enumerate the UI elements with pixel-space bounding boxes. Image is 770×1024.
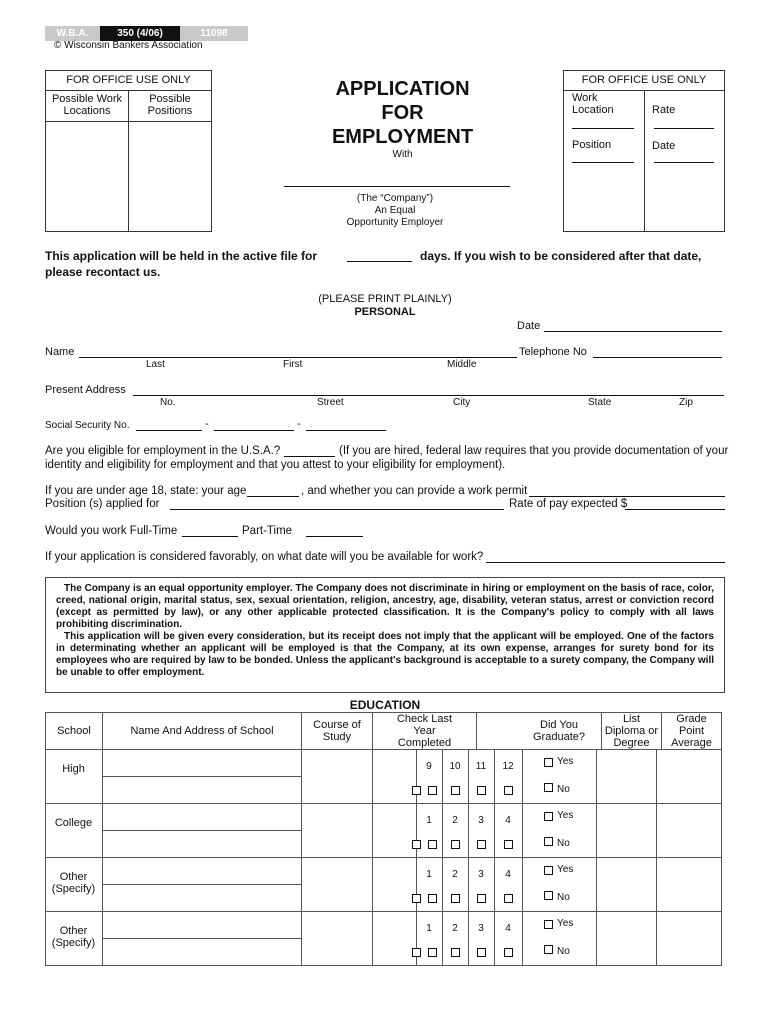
edu-year-checkbox[interactable] — [477, 948, 486, 957]
city-caption: City — [453, 397, 471, 408]
edu-graduate-yes-label: Yes — [557, 810, 574, 821]
print-plainly: (PLEASE PRINT PLAINLY) — [318, 293, 452, 305]
col-school: School — [46, 713, 103, 750]
edu-year-checkbox[interactable] — [504, 840, 513, 849]
parttime-label: Part-Time — [242, 525, 293, 537]
edu-year-label: 9 — [426, 761, 432, 772]
work-permit-field[interactable] — [529, 496, 725, 497]
edu-course-field[interactable] — [302, 804, 371, 856]
edu-address-field[interactable] — [103, 777, 300, 802]
name-field[interactable] — [79, 357, 517, 358]
edu-year-checkbox[interactable] — [451, 894, 460, 903]
edu-year-checkbox[interactable] — [428, 786, 437, 795]
first-caption: First — [283, 359, 303, 370]
title-line2: FOR — [381, 102, 424, 124]
company-name-field[interactable] — [284, 186, 510, 187]
notice-paragraph-2: This application will be given every consideration, but its receipt does not imply that the applicant will be employed. One of the factors in determinating whether an applicant will be employed is that the Company, at its own expense, arranges for surety bond for its employees who are required by law to be bonded. Unless the applicant's background is acceptable to a surety company, the Company will be unable to offer employment. — [56, 631, 714, 678]
edu-year-label: 4 — [505, 923, 511, 934]
edu-year-label: 3 — [478, 869, 484, 880]
possible-positions: Possible Positions — [147, 93, 193, 117]
position-applied-field[interactable] — [170, 509, 504, 510]
notice-paragraph-1: The Company is an equal opportunity employer. The Company does not discriminate in hiring or employment on the basis of race, color, creed, national origin, marital status, sex, sexual orientation, religion, ancestry, age, disability, veteran status, arrest or conviction record (except as permitted by law), or any other applicable protected classification. It is the Company's policy to comply with all laws prohibiting discrimination. — [56, 583, 714, 630]
date-label: Date — [652, 140, 676, 152]
edu-address-field[interactable] — [103, 939, 300, 964]
date-field[interactable] — [544, 331, 722, 332]
edu-year-checkbox[interactable] — [412, 948, 421, 957]
edu-diploma-field[interactable] — [597, 858, 655, 910]
edu-year-checkbox[interactable] — [451, 840, 460, 849]
age-field[interactable] — [247, 496, 299, 497]
edu-gpa-field[interactable] — [657, 912, 720, 964]
education-heading: EDUCATION — [349, 698, 421, 712]
edu-graduate-yes-checkbox[interactable] — [544, 758, 553, 767]
intro-text-3: please recontact us. — [45, 265, 161, 279]
edu-year-label: 2 — [452, 869, 458, 880]
col-gpa: Grade Point Average — [662, 713, 722, 750]
edu-graduate-yes-label: Yes — [557, 864, 574, 875]
rate-pay-field[interactable] — [625, 509, 725, 510]
edu-year-label: 2 — [452, 923, 458, 934]
col-check-year: Check Last Year Completed — [373, 713, 477, 750]
rate-label: Rate — [652, 104, 676, 116]
street-caption: Street — [317, 397, 344, 408]
available-date-field[interactable] — [486, 562, 725, 563]
edu-year-checkbox[interactable] — [412, 786, 421, 795]
office-use-right — [563, 70, 725, 232]
edu-graduate-yes-checkbox[interactable] — [544, 920, 553, 929]
edu-diploma-field[interactable] — [597, 750, 655, 802]
edu-year-label: 3 — [478, 923, 484, 934]
edu-diploma-field[interactable] — [597, 804, 655, 856]
edu-graduate-yes-label: Yes — [557, 756, 574, 767]
edu-graduate-no-label: No — [557, 838, 570, 849]
edu-school-label: High — [62, 763, 85, 775]
copyright: © Wisconsin Bankers Association — [54, 40, 203, 51]
last-caption: Last — [146, 359, 165, 370]
edu-year-label: 3 — [478, 815, 484, 826]
edu-graduate-no-label: No — [557, 892, 570, 903]
edu-year-checkbox[interactable] — [428, 840, 437, 849]
edu-year-checkbox[interactable] — [504, 786, 513, 795]
work-location-label: Work Location — [572, 92, 614, 116]
edu-gpa-field[interactable] — [657, 804, 720, 856]
edu-course-field[interactable] — [302, 858, 371, 910]
form-id: 11098 — [180, 26, 248, 41]
address-field[interactable] — [133, 395, 724, 396]
col-graduate: Did You Graduate? — [477, 713, 602, 750]
possible-work-locations: Possible Work Locations — [51, 93, 123, 117]
intro-text-2: days. If you wish to be considered after that date, — [420, 249, 702, 263]
edu-graduate-yes-checkbox[interactable] — [544, 866, 553, 875]
telephone-label: Telephone No — [519, 346, 587, 358]
no-caption: No. — [160, 397, 176, 408]
edu-graduate-yes-label: Yes — [557, 918, 574, 929]
ssn-field-1[interactable] — [136, 430, 202, 431]
ssn-field-2[interactable] — [214, 430, 294, 431]
eligible-note-1: (If you are hired, federal law requires that you provide documentation of your — [339, 445, 729, 457]
fulltime-field[interactable] — [182, 536, 238, 537]
col-course: Course of Study — [302, 713, 373, 750]
form-title — [290, 77, 515, 149]
edu-year-checkbox[interactable] — [412, 894, 421, 903]
edu-year-label: 11 — [475, 761, 487, 772]
position-label: Position — [572, 139, 612, 151]
eligible-field[interactable] — [284, 456, 335, 457]
edu-gpa-field[interactable] — [657, 750, 720, 802]
title-line1: APPLICATION — [335, 78, 470, 100]
eligible-question: Are you eligible for employment in the U.S.A.? — [45, 445, 281, 457]
address-label: Present Address — [45, 384, 126, 396]
edu-name-field[interactable] — [103, 912, 300, 937]
eeo-notice — [45, 577, 725, 693]
edu-graduate-no-label: No — [557, 784, 570, 795]
edu-year-checkbox[interactable] — [451, 948, 460, 957]
edu-gpa-field[interactable] — [657, 858, 720, 910]
edu-year-label: 4 — [505, 869, 511, 880]
age-text-1: If you are under age 18, state: your age — [45, 485, 247, 497]
edu-year-checkbox[interactable] — [477, 894, 486, 903]
edu-year-label: 2 — [452, 815, 458, 826]
edu-year-checkbox[interactable] — [504, 948, 513, 957]
edu-year-label: 1 — [426, 923, 432, 934]
edu-graduate-no-checkbox[interactable] — [544, 891, 553, 900]
date-label-personal: Date — [517, 320, 541, 332]
zip-caption: Zip — [679, 397, 693, 408]
edu-year-checkbox[interactable] — [412, 840, 421, 849]
edu-graduate-no-checkbox[interactable] — [544, 945, 553, 954]
edu-year-checkbox[interactable] — [428, 948, 437, 957]
edu-year-checkbox[interactable] — [477, 840, 486, 849]
edu-year-label: 10 — [449, 761, 461, 772]
ssn-label: Social Security No. — [45, 420, 130, 431]
days-field[interactable] — [347, 261, 412, 262]
ssn-dash-2: - — [297, 418, 301, 430]
edu-name-field[interactable] — [103, 858, 300, 883]
fulltime-label: Would you work Full-Time — [45, 525, 178, 537]
edu-year-checkbox[interactable] — [477, 786, 486, 795]
intro-text-1: This application will be held in the active file for — [45, 249, 318, 263]
edu-address-field[interactable] — [103, 885, 300, 910]
edu-school-label: Other (Specify) — [51, 871, 96, 895]
edu-graduate-no-label: No — [557, 946, 570, 957]
edu-year-label: 1 — [426, 869, 432, 880]
edu-name-field[interactable] — [103, 750, 300, 775]
available-question: If your application is considered favorably, on what date will you be available for work? — [45, 551, 484, 563]
edu-course-field[interactable] — [302, 750, 371, 802]
edu-year-label: 1 — [426, 815, 432, 826]
title-with: With — [392, 149, 413, 160]
edu-course-field[interactable] — [302, 912, 371, 964]
edu-name-field[interactable] — [103, 804, 300, 829]
edu-year-label: 12 — [502, 761, 514, 772]
eligible-note-2: identity and eligibility for employment and that you attest to your eligibility for employment). — [45, 459, 506, 471]
office-use-left — [45, 70, 212, 232]
edu-graduate-no-checkbox[interactable] — [544, 783, 553, 792]
office-left-heading: FOR OFFICE USE ONLY — [66, 74, 191, 86]
title-line3: EMPLOYMENT — [331, 126, 474, 148]
office-right-heading: FOR OFFICE USE ONLY — [581, 74, 707, 86]
edu-school-label: College — [54, 817, 93, 829]
edu-year-checkbox[interactable] — [451, 786, 460, 795]
ssn-dash-1: - — [205, 418, 209, 430]
parttime-field[interactable] — [306, 536, 363, 537]
edu-school-label: Other (Specify) — [51, 925, 96, 949]
edu-graduate-yes-checkbox[interactable] — [544, 812, 553, 821]
edu-address-field[interactable] — [103, 831, 300, 856]
middle-caption: Middle — [447, 359, 477, 370]
edu-year-checkbox[interactable] — [428, 894, 437, 903]
telephone-field[interactable] — [593, 357, 722, 358]
ssn-field-3[interactable] — [306, 430, 386, 431]
edu-graduate-no-checkbox[interactable] — [544, 837, 553, 846]
company-caption: (The “Company”) An Equal Opportunity Employer — [346, 193, 444, 228]
edu-diploma-field[interactable] — [597, 912, 655, 964]
col-name-address: Name And Address of School — [103, 713, 302, 750]
edu-year-label: 4 — [505, 815, 511, 826]
age-text-2: , and whether you can provide a work permit — [301, 485, 528, 497]
position-applied-label: Position (s) applied for — [45, 498, 160, 510]
name-label: Name — [45, 346, 75, 358]
rate-pay-label: Rate of pay expected $ — [509, 498, 628, 510]
education-table — [45, 712, 722, 750]
form-number: 350 (4/06) — [100, 26, 180, 41]
personal-heading: PERSONAL — [354, 306, 416, 318]
col-diploma: List Diploma or Degree — [602, 713, 662, 750]
state-caption: State — [588, 397, 612, 408]
edu-year-checkbox[interactable] — [504, 894, 513, 903]
form-code: W.B.A. — [45, 26, 100, 41]
